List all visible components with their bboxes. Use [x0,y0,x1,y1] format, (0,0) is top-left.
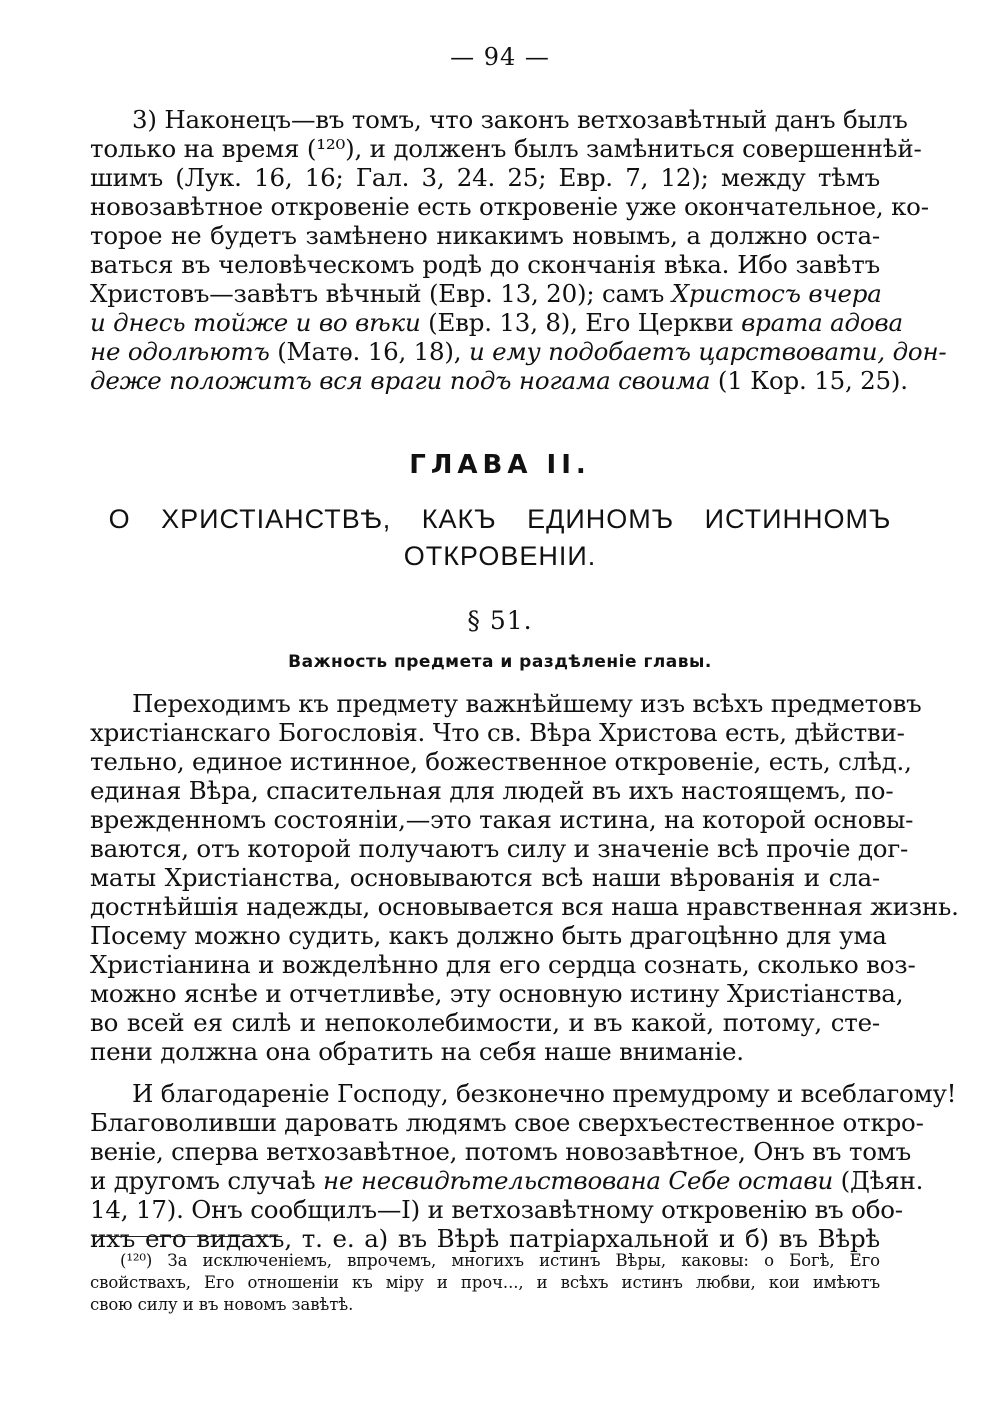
text-line: Посему можно судить, какъ должно быть драгоцѣнно для ума [90,921,887,950]
page-number: — 94 — [450,43,550,71]
text-line: тельно, единое истинное, божественное откровеніе, есть, слѣд., [90,747,912,776]
text-line: Христіанина и вожделѣнно для его сердца сознать, сколько воз- [90,950,916,979]
text-line: ихъ его видахъ, т. е. а) въ Вѣрѣ патріархальной и б) въ Вѣрѣ [90,1224,880,1253]
text-line: новозавѣтное откровеніе есть откровеніе уже окончательное, ко- [90,192,929,221]
text-line [90,337,947,366]
text-line [90,308,903,337]
text-line: можно яснѣе и отчетливѣе, эту основную истину Христіанства, [90,979,904,1008]
chapter-title: ОТКРОВЕНІИ. [403,541,597,571]
text-span: (Матѳ. 16, 18), [269,337,469,366]
text-line: 14, 17). Онъ сообщилъ—I) и ветхозавѣтному откровенію въ обо- [90,1195,903,1224]
text-line: ваются, отъ которой получаютъ силу и значеніе всѣ прочіе дог- [90,834,909,863]
text-line: единая Вѣра, спасительная для людей въ ихъ настоящемъ, по- [90,776,894,805]
text-line: шимъ (Лук. 16, 16; Гал. 3, 24. 25; Евр. 7, 12); между тѣмъ [90,163,880,192]
text-span: Христовъ—завѣтъ вѣчный (Евр. 13, 20); самъ [90,279,672,308]
text-span: (Евр. 13, 8), Его Церкви [420,308,742,337]
text-line: христіанскаго Богословія. Что св. Вѣра Христова есть, дѣйстви- [90,718,905,747]
text-line: торое не будетъ замѣнено никакимъ новымъ, а должно оста- [90,221,880,250]
quote-span: не одолѣютъ [90,337,270,366]
text-line: Благоволивши даровать людямъ свое сверхъестественное откро- [90,1108,924,1137]
text-line: маты Христіанства, основываются всѣ наши вѣрованія и сла- [90,863,880,892]
text-span: (1 Кор. 15, 25). [710,366,908,395]
text-line [90,366,908,395]
quote-span: и днесь тойже и во вѣки [90,308,421,337]
section-subtitle: Важность предмета и раздѣленіе главы. [288,652,712,672]
text-line: только на время (¹²⁰), и долженъ былъ замѣниться совершеннѣй- [90,134,922,163]
quote-span: не несвидѣтельствована Себе остави [323,1166,834,1195]
text-line: 3) Наконецъ—въ томъ, что законъ ветхозавѣтный данъ былъ [132,105,908,134]
text-line: И благодареніе Господу, безконечно премудрому и всеблагому! [132,1079,957,1108]
text-line: веніе, сперва ветхозавѣтное, потомъ новозавѣтное, Онъ въ томъ [90,1137,912,1166]
text-line: врежденномъ состояніи,—это такая истина, на которой основы- [90,805,914,834]
text-line [90,1166,924,1195]
text-span: и другомъ случаѣ [90,1166,323,1195]
text-line: ваться въ человѣческомъ родѣ до скончанія вѣка. Ибо завѣтъ [90,250,880,279]
text-line [90,279,882,308]
footnote-line: (¹²⁰) За исключеніемъ, впрочемъ, многихъ истинъ Вѣры, каковы: о Богѣ, Его [120,1251,880,1270]
text-span: (Дѣян. [833,1166,924,1195]
footnote-divider [92,1236,282,1237]
text-line: Переходимъ къ предмету важнѣйшему изъ всѣхъ предметовъ [132,689,922,718]
text-line: достнѣйшія надежды, основывается вся наша нравственная жизнь. [90,892,959,921]
chapter-title: О ХРИСТІАНСТВѢ, КАКЪ ЕДИНОМЪ ИСТИННОМЪ [108,504,892,534]
text-line: пени должна она обратить на себя наше вниманіе. [90,1037,744,1066]
chapter-heading: ГЛАВА II. [409,450,591,480]
text-line: во всей ея силѣ и непоколебимости, и въ какой, потому, сте- [90,1008,880,1037]
quote-span: Христосъ вчера [671,279,882,308]
footnote-line: свойствахъ, Его отношеніи къ міру и проч..., и всѣхъ истинъ любви, кои имѣютъ [90,1273,880,1292]
section-number: § 51. [467,606,533,635]
quote-span: и ему подобаетъ царствовати, дон- [468,337,947,366]
quote-span: врата адова [741,308,903,337]
footnote-line: свою силу и въ новомъ завѣтѣ. [90,1295,354,1314]
quote-span: деже положитъ вся враги подъ ногама своима [90,366,711,395]
